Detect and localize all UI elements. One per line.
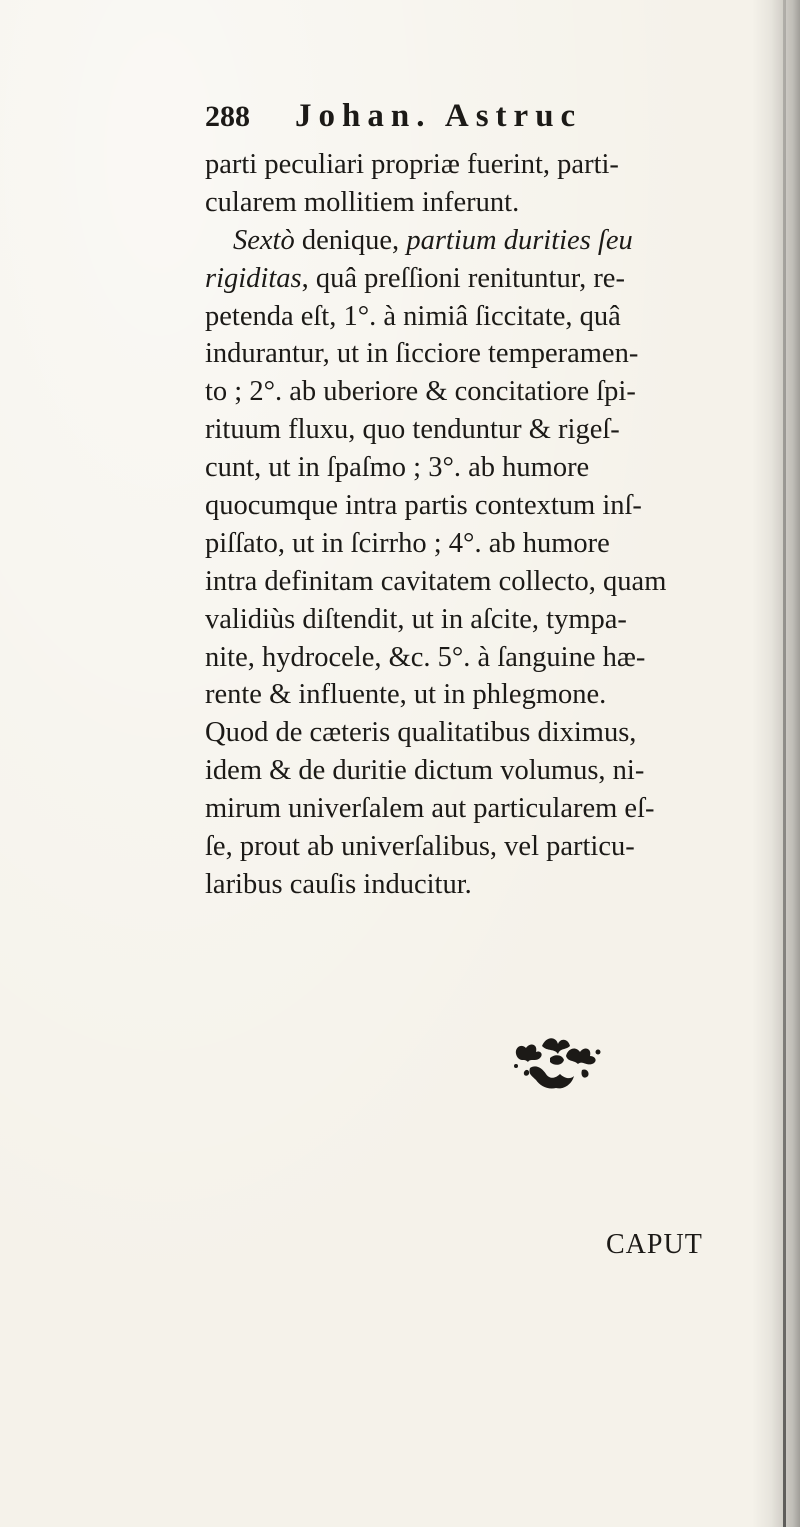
binding-edge xyxy=(783,0,786,1527)
printers-ornament xyxy=(510,1028,605,1098)
italic-run: rigiditas xyxy=(205,262,302,294)
text-line: petenda eſt, 1°. à nimiâ ſiccitate, quâ xyxy=(205,300,621,332)
text-line: rituum fluxu, quo tenduntur & rigeſ- xyxy=(205,414,620,446)
text-line: indurantur, ut in ſicciore temperamen- xyxy=(205,338,639,370)
text-line: mirum univerſalem aut particularem eſ- xyxy=(205,793,655,825)
roman-run: , quâ preſſioni renituntur, re- xyxy=(301,262,625,294)
text-line: intra definitam cavitatem collecto, quam xyxy=(205,565,667,597)
page-number: 288 xyxy=(205,100,250,133)
roman-run: denique, xyxy=(294,224,407,256)
running-title: Johan. Astruc xyxy=(295,98,583,134)
italic-run: Sextò xyxy=(233,224,295,256)
text-line: piſſato, ut in ſcirrho ; 4°. ab humore xyxy=(205,527,610,559)
text-line: idem & de duritie dictum volumus, ni- xyxy=(205,755,645,787)
text-line xyxy=(205,222,780,260)
text-line: rente & influente, ut in phlegmone. xyxy=(205,679,607,711)
text-line: cularem mollitiem inferunt. xyxy=(205,186,520,218)
text-line: Quod de cæteris qualitatibus diximus, xyxy=(205,717,637,749)
text-line: laribus cauſis inducitur. xyxy=(205,868,472,900)
italic-run: partium durities ſeu xyxy=(406,224,633,256)
text-line: quocumque intra partis contextum inſ- xyxy=(205,490,642,522)
text-line xyxy=(205,260,780,298)
text-line: to ; 2°. ab uberiore & concitatiore ſpi- xyxy=(205,376,636,408)
text-line: ſe, prout ab univerſalibus, vel particu- xyxy=(205,831,635,863)
text-line: validiùs diſtendit, ut in aſcite, tympa- xyxy=(205,603,627,635)
text-line: parti peculiari propriæ fuerint, parti- xyxy=(205,149,619,180)
text-line: nite, hydrocele, &c. 5°. à ſanguine hæ- xyxy=(205,641,646,673)
text-line: cunt, ut in ſpaſmo ; 3°. ab humore xyxy=(205,452,590,484)
body-text xyxy=(205,146,780,904)
catchword: CAPUT xyxy=(606,1229,703,1260)
running-head xyxy=(205,98,675,135)
